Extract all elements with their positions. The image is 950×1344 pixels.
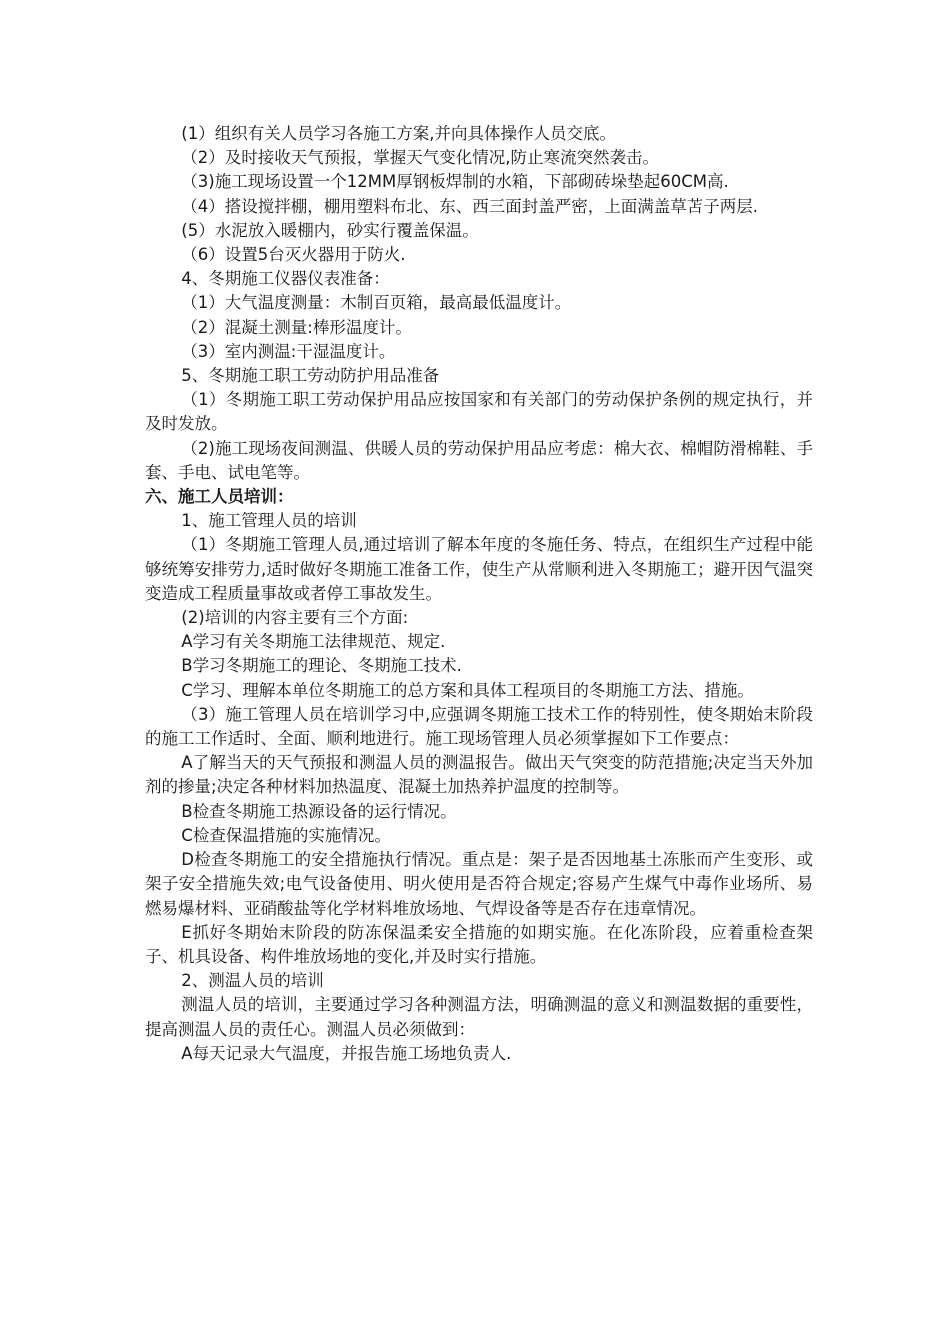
paragraph-management-2: (2)培训的内容主要有三个方面: [181, 608, 409, 628]
paragraph-prep-2: （2）及时接收天气预报，掌握天气变化情况,防止寒流突然袭击。 [181, 148, 660, 168]
section-heading-protection: 5、冬期施工职工劳动防护用品准备 [181, 366, 440, 386]
paragraph-instrument-2: （2）混凝土测量:棒形温度计。 [181, 317, 412, 337]
paragraph-temperature-intro: 测温人员的培训，主要通过学习各种测温方法，明确测温的意义和测温数据的重要性，提高测温人员的责任心。测温人员必须做到： [145, 995, 813, 1039]
paragraph-management-3: （3）施工管理人员在培训学习中,应强调冬期施工技术工作的特别性，使冬期始末阶段的施工工作适时、全面、顺利地进行。施工现场管理人员必须掌握如下工作要点： [145, 704, 813, 749]
paragraph-management-1: （1）冬期施工管理人员,通过培训了解本年度的冬施任务、特点，在组织生产过程中能够统筹安排劳力,适时做好冬期施工准备工作，使生产从常顺利进入冬期施工；避开因气温突变造成工程质量事故或者停工事故发生。 [145, 535, 813, 603]
paragraph-content-c: C学习、理解本单位冬期施工的总方案和具体工程项目的冬期施工方法、措施。 [181, 680, 754, 700]
paragraph-protection-2: （2)施工现场夜间测温、供暖人员的劳动保护用品应考虑：棉大衣、棉帽防滑棉鞋、手套、手电、试电笔等。 [145, 438, 813, 482]
paragraph-prep-1: (1）组织有关人员学习各施工方案,并向具体操作人员交底。 [181, 124, 616, 143]
section-heading-management-training: 1、施工管理人员的培训 [181, 511, 357, 531]
paragraph-prep-6: （6）设置5台灭火器用于防火. [181, 245, 406, 265]
paragraph-instrument-1: （1）大气温度测量：木制百页箱，最高最低温度计。 [181, 293, 572, 313]
paragraph-instrument-3: （3）室内测温:干湿温度计。 [181, 341, 396, 361]
paragraph-content-a: A学习有关冬期施工法律规范、规定. [181, 632, 446, 652]
paragraph-point-c: C检查保温措施的实施情况。 [181, 825, 391, 845]
section-heading-temperature-training: 2、测温人员的培训 [181, 971, 324, 991]
paragraph-point-b: B检查冬期施工热源设备的运行情况。 [181, 801, 457, 821]
chapter-heading-training: 六、施工人员培训： [145, 487, 294, 507]
paragraph-point-d: D检查冬期施工的安全措施执行情况。重点是：架子是否因地基土冻胀而产生变形、或架子安全措施失效;电气设备使用、明火使用是否符合规定;容易产生煤气中毒作业场所、易燃易爆材料、亚硝酸盐等化学材料堆放场地、气焊设备等是否存在违章情况。 [145, 850, 813, 918]
paragraph-prep-3: （3)施工现场设置一个12MM厚钢板焊制的水箱，下部砌砖垛垫起60CM高. [181, 172, 729, 192]
paragraph-content-b: B学习冬期施工的理论、冬期施工技术. [181, 656, 462, 676]
section-heading-instruments: 4、冬期施工仪器仪表准备： [181, 269, 390, 289]
document-body [145, 122, 813, 1066]
paragraph-prep-5: (5）水泥放入暖棚内，砂实行覆盖保温。 [181, 220, 479, 240]
paragraph-temperature-a: A每天记录大气温度，并报告施工场地负责人. [181, 1043, 512, 1063]
paragraph-point-a: A了解当天的天气预报和测温人员的测温报告。做出天气突变的防范措施;决定当天外加剂的掺量;决定各种材料加热温度、混凝土加热养护温度的控制等。 [145, 753, 813, 797]
paragraph-protection-1: （1）冬期施工职工劳动保护用品应按国家和有关部门的劳动保护条例的规定执行，并及时发放。 [145, 390, 813, 434]
paragraph-point-e: E抓好冬期始末阶段的防冻保温柔安全措施的如期实施。在化冻阶段，应着重检查架子、机具设备、构件堆放场地的变化,并及时实行措施。 [145, 922, 813, 966]
paragraph-prep-4: （4）搭设搅拌棚，棚用塑料布北、东、西三面封盖严密，上面满盖草苫子两层. [181, 196, 759, 216]
